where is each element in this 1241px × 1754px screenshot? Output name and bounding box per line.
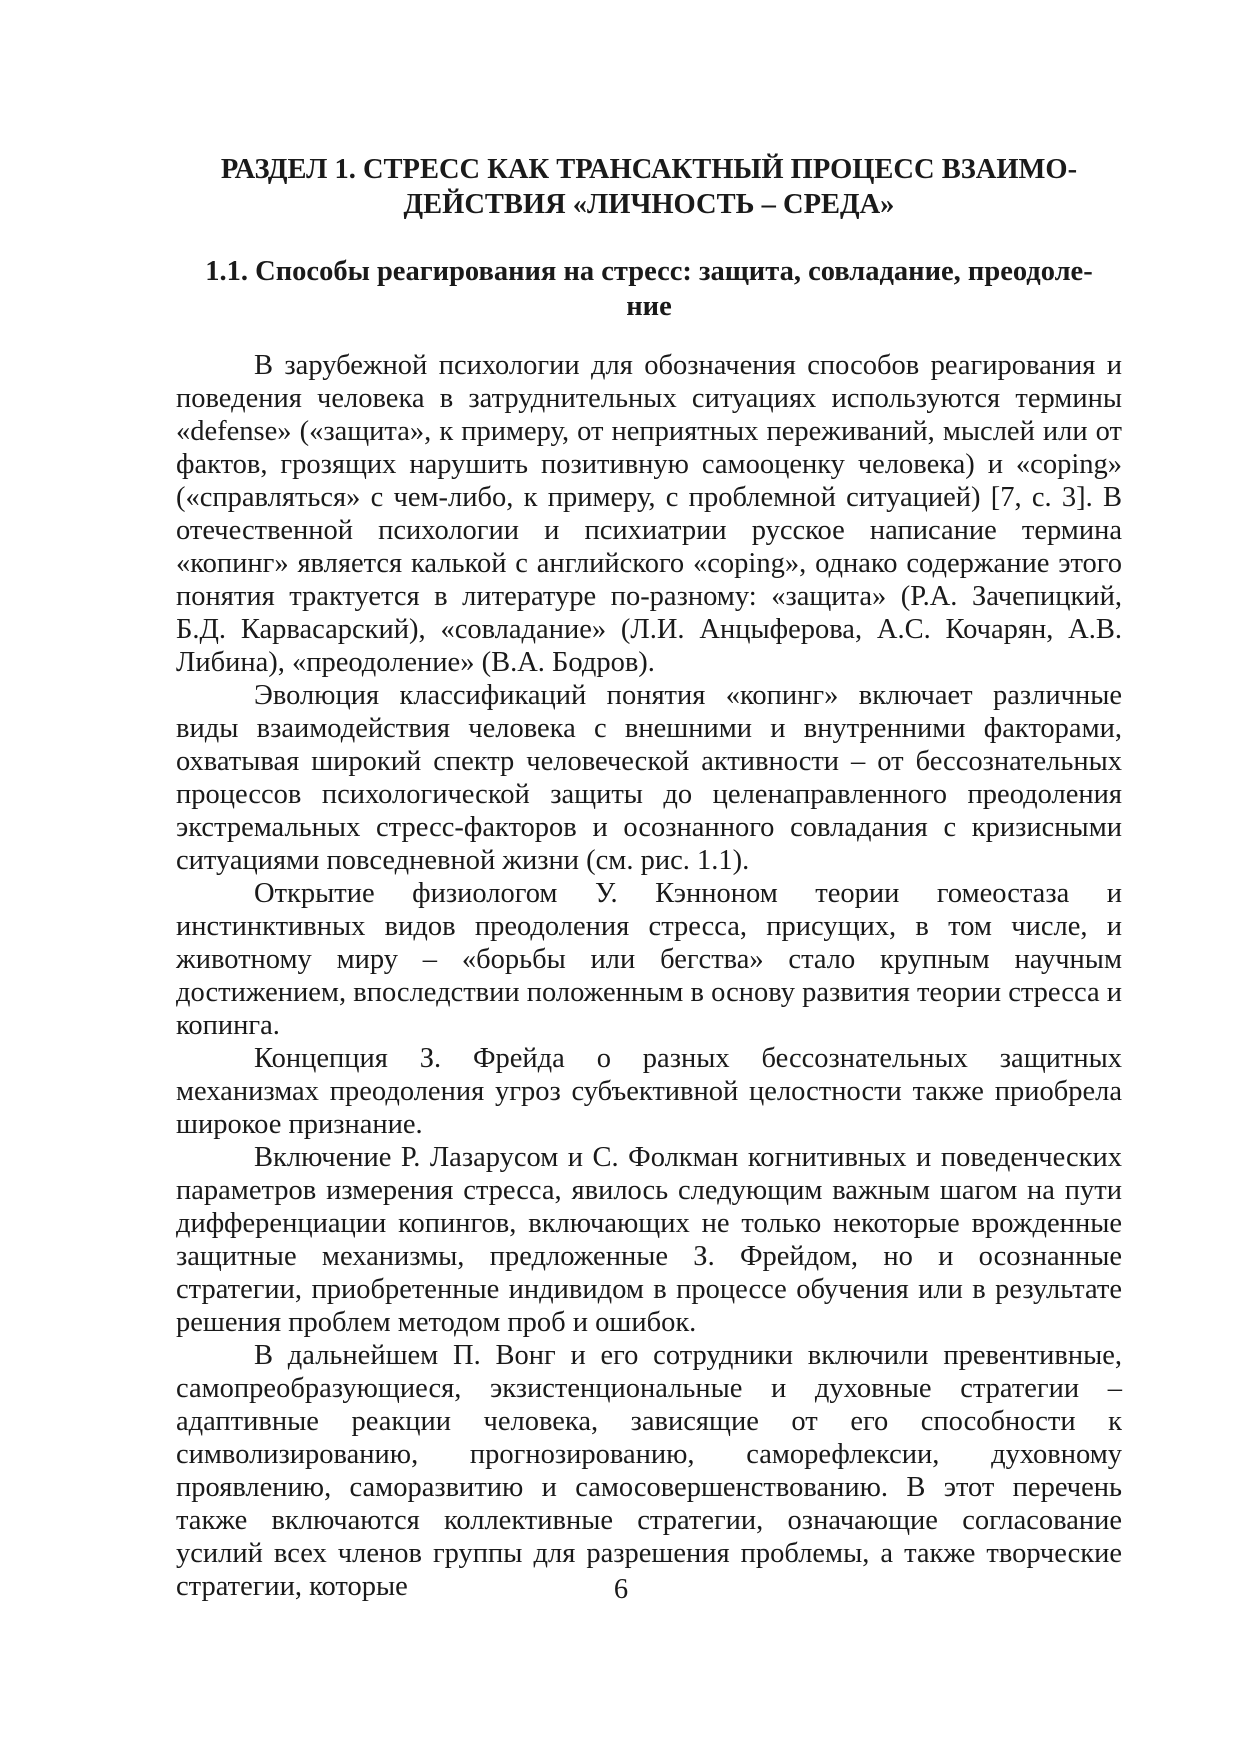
subsection-title-line-2: ние xyxy=(626,291,672,322)
paragraph-6: В дальнейшем П. Вонг и его сотрудники включили превентивные, самопреобразующиеся, экзистенциональные и духовные стратегии – адаптивные реакции человека, зависящие от его способности к символизированию, прогнозированию, саморефлексии, духовному проявлению, саморазвитию и самосовершенствованию. В этот перечень также включаются коллективные стратегии, означающие согласование усилий всех членов группы для разрешения проблемы, а также творческие стратегии, которые xyxy=(176,1340,1122,1602)
body-text xyxy=(176,349,1122,1603)
paragraph-4: Концепция З. Фрейда о разных бессознательных защитных механизмах преодоления угроз субъективной целостности также приобрела широкое признание. xyxy=(176,1043,1122,1140)
section-title-line-1: РАЗДЕЛ 1. СТРЕСС КАК ТРАНСАКТНЫЙ ПРОЦЕСС ВЗАИМО- xyxy=(220,154,1078,185)
paragraph-3: Открытие физиологом У. Кэнноном теории гомеостаза и инстинктивных видов преодоления стресса, присущих, в том числе, и животному миру – «борьбы или бегства» стало крупным научным достижением, впоследствии положенным в основу развития теории стресса и копинга. xyxy=(176,878,1122,1041)
section-title-line-2: ДЕЙСТВИЯ «ЛИЧНОСТЬ – СРЕДА» xyxy=(403,189,895,220)
subsection-title xyxy=(176,254,1122,324)
paragraph-5: Включение Р. Лазарусом и С. Фолкман когнитивных и поведенческих параметров измерения стресса, явилось следующим важным шагом на пути дифференциации копингов, включающих не только некоторые врожденные защитные механизмы, предложенные З. Фрейдом, но и осознанные стратегии, приобретенные индивидом в процессе обучения или в результате решения проблем методом проб и ошибок. xyxy=(176,1142,1122,1338)
section-title xyxy=(176,152,1122,222)
paragraph-1: В зарубежной психологии для обозначения способов реагирования и поведения человека в затруднительных ситуациях используются термины «defense» («защита», к примеру, от неприятных переживаний, мыслей или от фактов, грозящих нарушить позитивную самооценку человека) и «coping» («справляться» с чем-либо, к примеру, с проблемной ситуацией) [7, с. 3]. В отечественной психологии и психиатрии русское написание термина «копинг» является калькой с английского «coping», однако содержание этого понятия трактуется в литературе по-разному: «защита» (Р.А. Зачепицкий, Б.Д. Карвасарский), «совладание» (Л.И. Анцыферова, А.С. Кочарян, А.В. Либина), «преодоление» (В.А. Бодров). xyxy=(176,350,1122,678)
subsection-title-line-1: 1.1. Способы реагирования на стресс: защита, совладание, преодоле- xyxy=(205,256,1093,287)
paragraph-2: Эволюция классификаций понятия «копинг» включает различные виды взаимодействия человека с внешними и внутренними факторами, охватывая широкий спектр человеческой активности – от бессознательных процессов психологической защиты до целенаправленного преодоления экстремальных стресс-факторов и осознанного совладания с кризисными ситуациями повседневной жизни (см. рис. 1.1). xyxy=(176,680,1122,876)
page-number: 6 xyxy=(613,1574,629,1605)
